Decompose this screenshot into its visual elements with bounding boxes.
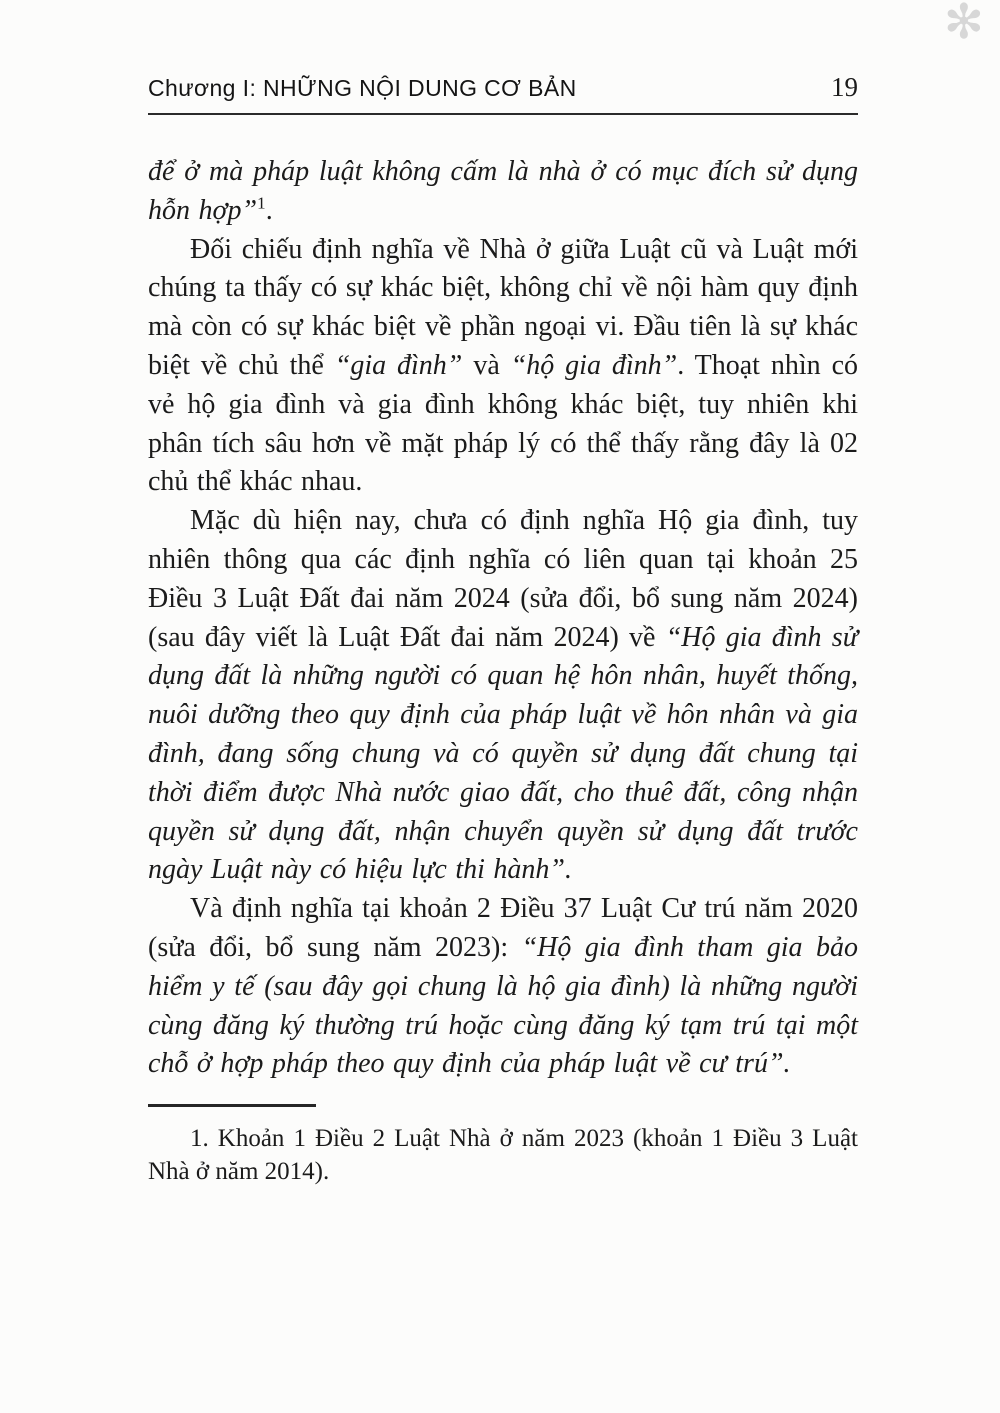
text-run: và	[462, 349, 511, 381]
page-number: 19	[831, 72, 858, 102]
body-text	[148, 153, 858, 1084]
text-run: “gia đình”	[334, 349, 463, 381]
text-run: “Hộ gia đình tham gia bảo hiểm y tế (sau đây gọi chung là hộ gia đình) là những người cùng đăng ký thường trú hoặc cùng đăng ký tạm trú tại một chỗ ở hợp pháp theo quy định của pháp luật về cư trú”.	[148, 931, 859, 1080]
text-run: . Thoạt nhìn có vẻ hộ gia đình và gia đình không khác biệt, tuy nhiên khi phân tích sâu hơn về mặt pháp lý có thể thấy rằng đây là 02 chủ thể khác nhau.	[148, 349, 859, 498]
paragraph	[148, 502, 858, 890]
paragraph	[148, 231, 858, 503]
footnote-text: 1. Khoản 1 Điều 2 Luật Nhà ở năm 2023 (khoản 1 Điều 3 Luật Nhà ở năm 2014).	[148, 1125, 858, 1185]
text-run: Và định nghĩa tại khoản 2 Điều 37 Luật Cư trú năm 2020 (sửa đổi, bổ sung năm 2023):	[148, 893, 858, 963]
text-run: Mặc dù hiện nay, chưa có định nghĩa Hộ gia đình, tuy nhiên thông qua các định nghĩa có liên quan tại khoản 25 Điều 3 Luật Đất đai năm 2024 (sửa đổi, bổ sung năm 2024) (sau đây viết là Luật Đất đai năm 2024) về	[148, 505, 858, 653]
paragraph	[148, 153, 858, 231]
flower-icon: ✻	[943, 0, 984, 50]
text-run: .	[265, 194, 273, 226]
text-run: Đối chiếu định nghĩa về Nhà ở giữa Luật cũ và Luật mới chúng ta thấy có sự khác biệt, không chỉ về nội hàm quy định mà còn có sự khác biệt về phần ngoại vi. Đầu tiên là sự khác biệt về chủ thể	[148, 233, 858, 381]
page-content	[148, 0, 858, 1188]
text-run: “Hộ gia đình sử dụng đất là những người có quan hệ hôn nhân, huyết thống, nuôi dưỡng theo quy định của pháp luật về hôn nhân và gia đình, đang sống chung và có quyền sử dụng đất chung tại thời điểm được Nhà nước giao đất, cho thuê đất, công nhận quyền sử dụng đất, nhận chuyển quyền sử dụng đất trước ngày Luật này có hiệu lực thi hành”.	[148, 621, 858, 886]
page-header	[148, 72, 858, 115]
footnote-rule	[148, 1104, 316, 1107]
footnote-ref: 1	[257, 193, 266, 213]
footnote	[148, 1104, 858, 1188]
chapter-title: Chương I: NHỮNG NỘI DUNG CƠ BẢN	[148, 75, 577, 101]
text-run: để ở mà pháp luật không cấm là nhà ở có mục đích sử dụng hỗn hợp”	[148, 156, 858, 226]
paragraph	[148, 890, 858, 1084]
text-run: “hộ gia đình”	[510, 349, 678, 381]
